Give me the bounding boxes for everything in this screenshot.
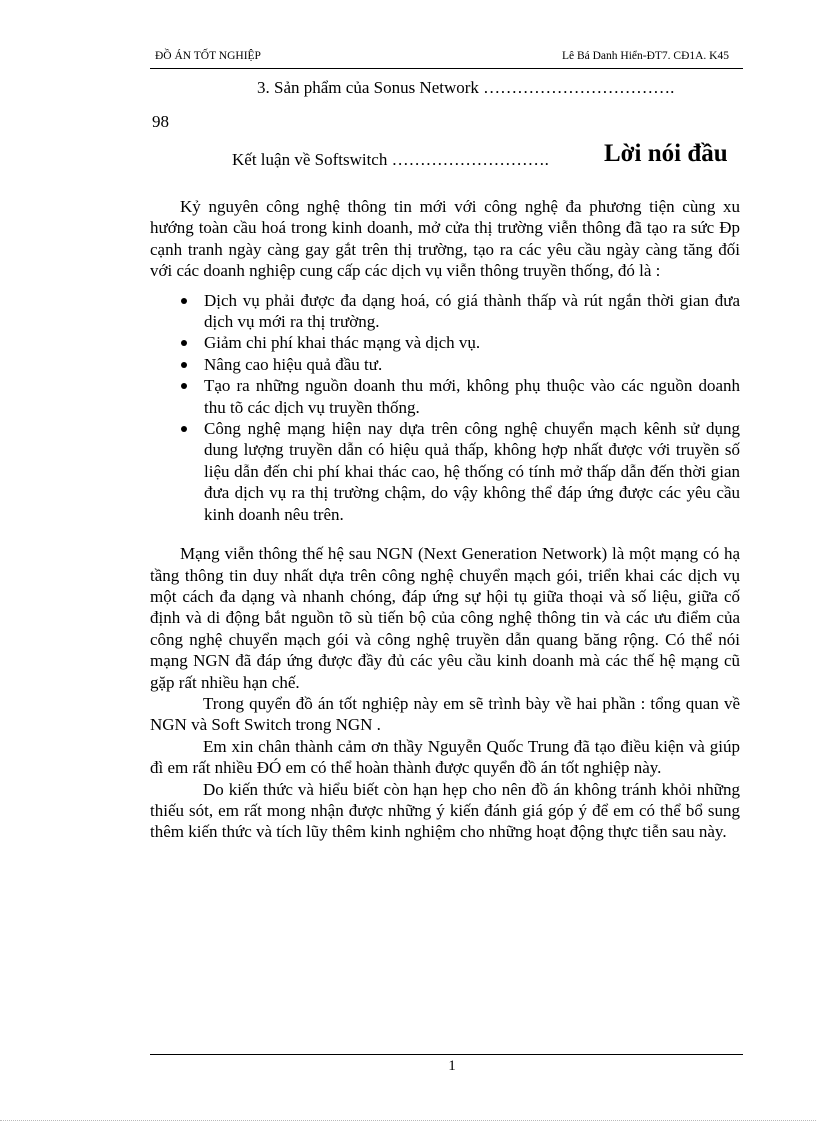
header-right-text: Lê Bá Danh Hiển-ĐT7. CĐ1A. K45 (561, 50, 729, 62)
bullet-text: Tạo ra những nguồn doanh thu mới, không phụ thuộc vào các nguồn doanh thu tõ các dịch vụ truyền thống. (204, 376, 740, 417)
bullet-item (150, 290, 740, 333)
page-number: 1 (448, 1058, 456, 1074)
intro-paragraph: Kỷ nguyên công nghệ thông tin mới với công nghệ đa phương tiện cùng xu hướng toàn cầu hoá trong kinh doanh, mở cửa thị trường viễn thông đã tạo ra sức Đp cạnh tranh ngày càng gay gắt trên thị trường, tạo ra các yêu cầu ngày càng tăng đối với các doanh nghiệp cung cấp các dịch vụ viễn thông truyền thống, đó là : (150, 197, 740, 281)
paragraph-ngn: Mạng viễn thông thế hệ sau NGN (Next Generation Network) là một mạng có hạ tầng thông tin duy nhất dựa trên công nghệ chuyển mạch gói, triển khai các dịch vụ một cách đa dạng và nhanh chóng, đáp ứng sự hội tụ giữa thoại và số liệu, giữa cố định và di động bắt nguồn tõ sù tiến bộ của công nghệ thông tin và các ưu điểm của công nghệ chuyển mạch gói và công nghệ truyền dẫn quang băng rộng. Có thể nói mạng NGN đã đáp ứng được đầy đủ các yêu cầu kinh doanh mà các thế hệ mạng cũ gặp rất nhiều hạn chế. (150, 544, 740, 692)
bullet-text: Dịch vụ phải được đa dạng hoá, có giá thành thấp và rút ngắn thời gian đưa dịch vụ mới ra thị trường. (204, 290, 740, 332)
bullet-text: Công nghệ mạng hiện nay dựa trên công nghệ chuyển mạch kênh sử dụng dung lượng truyền dẫn có hiệu quả thấp, không hợp nhất được với truyền số liệu dẫn đến chi phí khai thác cao, hệ thống có tính mở thấp dẫn đến thời gian đưa dịch vụ ra thị trường chậm, do vậy không thể đáp ứng được các yêu cầu kinh doanh nêu trên. (204, 419, 740, 524)
page-title: Lời nói đầu (604, 140, 728, 167)
header-rule (150, 68, 743, 69)
bullet-icon (181, 362, 187, 368)
bullet-icon (181, 426, 187, 432)
bullet-list (150, 290, 740, 525)
spacer (150, 525, 740, 543)
paragraph-thanks: Em xin chân thành cảm ơn thầy Nguyễn Quốc Trung đã tạo điều kiện và giúp đì em rất nhiều ĐÓ em có thể hoàn thành được quyển đồ án tốt nghiệp này. (150, 736, 740, 778)
bullet-icon (181, 383, 187, 389)
paragraph-closing: Do kiến thức và hiểu biết còn hạn hẹp cho nên đồ án không tránh khỏi những thiếu sót, em rất mong nhận được những ý kiến đánh giá góp ý để em có thể bổ sung thêm kiến thức và tích lũy thêm kinh nghiệm cho những hoạt động thực tiễn sau này. (150, 779, 740, 842)
bullet-item (150, 418, 740, 525)
toc-line-conclusion: Kết luận về Softswitch ………………………. (232, 150, 549, 169)
paragraph-scope: Trong quyển đồ án tốt nghiệp này em sẽ trình bày về hai phần : tổng quan về NGN và Soft Switch trong NGN . (150, 693, 740, 735)
bullet-icon (181, 340, 187, 346)
bullet-item (150, 375, 740, 418)
page-header (150, 48, 743, 68)
page-bottom-border (0, 1120, 816, 1121)
bullet-text: Giảm chi phí khai thác mạng và dịch vụ. (204, 333, 481, 353)
header-left-text: ĐỒ ÁN TỐT NGHIỆP (155, 50, 261, 62)
bullet-item (150, 332, 740, 353)
bullet-text: Nâng cao hiệu quả đầu tư. (204, 354, 383, 374)
footer-rule (150, 1054, 743, 1055)
body-content (150, 196, 740, 843)
bullet-item (150, 354, 740, 375)
toc-line-sonus: 3. Sản phẩm của Sonus Network ……………………………. (257, 78, 675, 97)
bullet-icon (181, 298, 187, 304)
toc-page-number: 98 (152, 112, 169, 131)
